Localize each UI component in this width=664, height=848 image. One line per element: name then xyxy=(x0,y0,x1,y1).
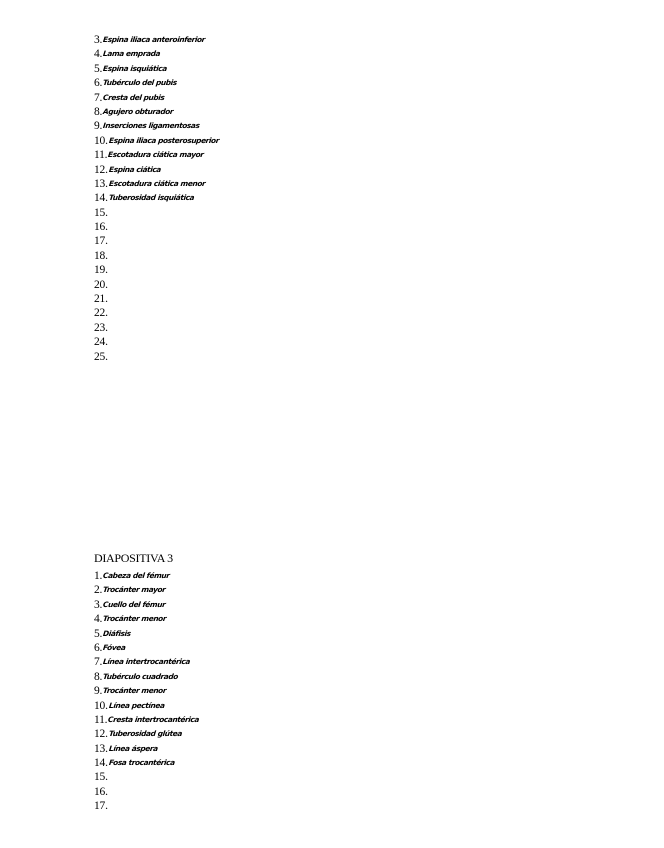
item-number: 7. xyxy=(94,91,103,104)
item-number: 9. xyxy=(94,120,103,133)
list-item xyxy=(94,91,219,105)
item-number: 16. xyxy=(94,221,108,234)
list-item xyxy=(94,785,199,799)
item-number: 15. xyxy=(94,206,108,219)
list-item xyxy=(94,569,199,583)
handwritten-answer: Espina iliaca anteroinferior xyxy=(102,35,206,44)
handwritten-answer: Espina iliaca posterosuperior xyxy=(108,135,220,145)
item-number: 17. xyxy=(94,800,108,813)
handwritten-answer: Tubérculo cuadrado xyxy=(102,671,179,681)
list-item xyxy=(94,742,199,756)
list-item xyxy=(94,249,219,263)
list-item xyxy=(94,292,219,306)
list-item xyxy=(94,713,199,727)
item-number: 9. xyxy=(94,685,103,698)
section-heading: DIAPOSITIVA 3 xyxy=(94,551,173,565)
list-item xyxy=(94,612,199,626)
item-number: 16. xyxy=(94,785,108,798)
handwritten-answer: Trocánter menor xyxy=(102,686,167,696)
list-item xyxy=(94,278,219,292)
item-number: 14. xyxy=(94,757,108,770)
item-number: 19. xyxy=(94,264,108,277)
list-item xyxy=(94,655,199,669)
list-item xyxy=(94,177,219,191)
item-number: 6. xyxy=(94,641,103,654)
list-item xyxy=(94,684,199,698)
list-item xyxy=(94,335,219,349)
list-item xyxy=(94,727,199,741)
list-item xyxy=(94,134,219,148)
handwritten-answer: Escotadura ciática mayor xyxy=(107,150,205,160)
handwritten-answer: Tuberosidad isquiática xyxy=(108,193,195,203)
list-item xyxy=(94,191,219,205)
handwritten-answer: Espina isquiática xyxy=(102,63,168,73)
list-item xyxy=(94,62,219,76)
handwritten-answer: Cresta del pubis xyxy=(102,92,166,102)
list-item xyxy=(94,627,199,641)
list-item xyxy=(94,321,219,335)
handwritten-answer: Fóvea xyxy=(102,642,127,652)
item-number: 22. xyxy=(94,307,108,320)
handwritten-answer: Cuello del fémur xyxy=(102,599,167,609)
handwritten-answer: Línea pectínea xyxy=(108,700,165,710)
list-item xyxy=(94,163,219,177)
item-number: 15. xyxy=(94,771,108,784)
list-item xyxy=(94,350,219,364)
list-item xyxy=(94,47,219,61)
list-item xyxy=(94,756,199,770)
list-item xyxy=(94,234,219,248)
item-number: 7. xyxy=(94,656,103,669)
list-item xyxy=(94,76,219,90)
item-number: 5. xyxy=(94,62,103,75)
list-item xyxy=(94,641,199,655)
handwritten-answer: Trocánter menor xyxy=(102,614,167,624)
list-item xyxy=(94,306,219,320)
item-number: 6. xyxy=(94,77,103,90)
list-item xyxy=(94,148,219,162)
answer-list-section-one xyxy=(94,33,219,364)
item-number: 10. xyxy=(94,134,108,147)
handwritten-answer: Agujero obturador xyxy=(102,106,174,116)
handwritten-answer: Cresta intertrocantérica xyxy=(107,714,200,724)
answer-list-section-two xyxy=(94,569,199,814)
handwritten-answer: Inserciones ligamentosas xyxy=(102,121,201,131)
item-number: 17. xyxy=(94,235,108,248)
item-number: 11. xyxy=(94,149,108,162)
list-item xyxy=(94,263,219,277)
item-number: 4. xyxy=(94,613,103,626)
list-item xyxy=(94,699,199,713)
list-item xyxy=(94,799,199,813)
handwritten-answer: Lama emprada xyxy=(102,49,161,59)
list-item xyxy=(94,670,199,684)
list-item xyxy=(94,598,199,612)
list-item xyxy=(94,33,219,47)
item-number: 4. xyxy=(94,48,103,61)
item-number: 13. xyxy=(94,742,108,755)
item-number: 11. xyxy=(94,713,108,726)
item-number: 8. xyxy=(94,670,103,683)
list-item xyxy=(94,220,219,234)
item-number: 3. xyxy=(94,34,103,46)
handwritten-answer: Trocánter mayor xyxy=(102,585,167,595)
handwritten-answer: Tuberosidad glútea xyxy=(108,729,183,739)
item-number: 14. xyxy=(94,192,108,205)
list-item xyxy=(94,770,199,784)
item-number: 18. xyxy=(94,249,108,262)
handwritten-answer: Fosa trocantérica xyxy=(108,758,176,768)
handwritten-answer: Espina ciática xyxy=(108,164,162,174)
item-number: 12. xyxy=(94,728,108,741)
list-item xyxy=(94,583,199,597)
item-number: 13. xyxy=(94,177,108,190)
handwritten-answer: Cabeza del fémur xyxy=(102,571,171,580)
item-number: 21. xyxy=(94,293,108,306)
handwritten-answer: Tubérculo del pubis xyxy=(102,78,178,88)
list-item xyxy=(94,105,219,119)
item-number: 12. xyxy=(94,163,108,176)
handwritten-answer: Diáfisis xyxy=(102,628,132,638)
item-number: 8. xyxy=(94,105,103,118)
item-number: 23. xyxy=(94,321,108,334)
handwritten-answer: Línea áspera xyxy=(108,743,158,753)
handwritten-answer: Línea intertrocantérica xyxy=(102,657,191,667)
item-number: 3. xyxy=(94,598,103,611)
list-item xyxy=(94,206,219,220)
item-number: 5. xyxy=(94,627,103,640)
item-number: 10. xyxy=(94,699,108,712)
item-number: 20. xyxy=(94,278,108,291)
item-number: 24. xyxy=(94,336,108,349)
handwritten-answer: Escotadura ciática menor xyxy=(108,178,206,188)
list-item xyxy=(94,119,219,133)
item-number: 1. xyxy=(94,570,103,582)
item-number: 25. xyxy=(94,350,108,363)
item-number: 2. xyxy=(94,584,103,597)
